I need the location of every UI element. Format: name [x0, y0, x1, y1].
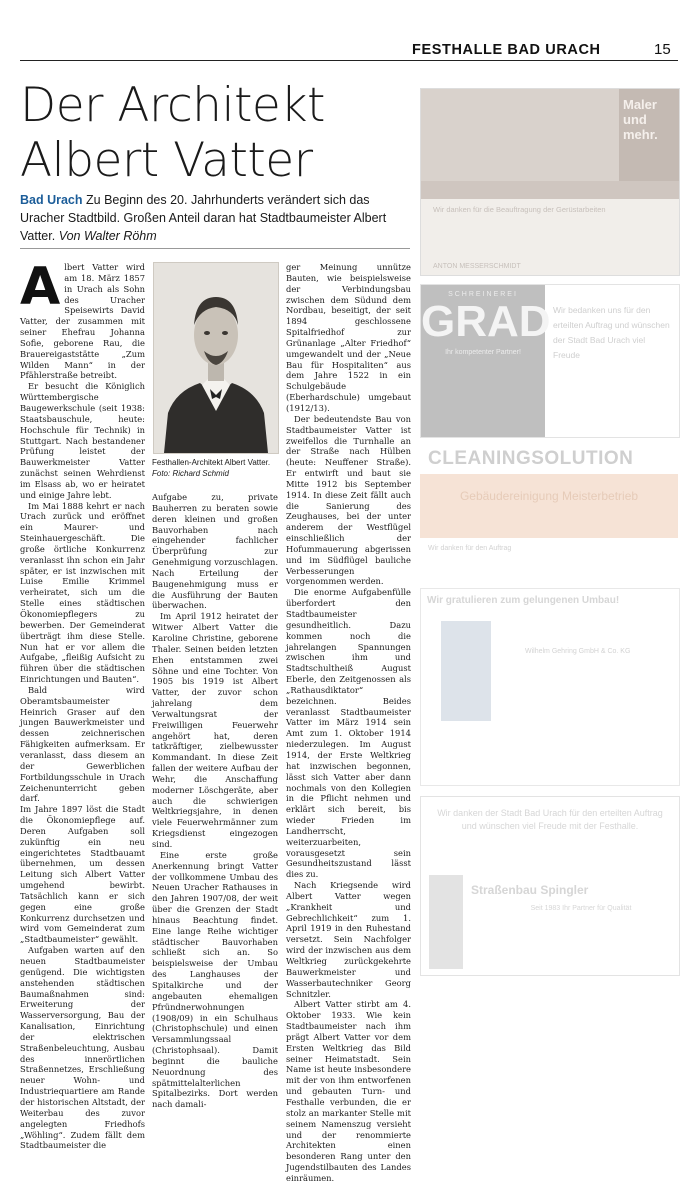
headline-line-2: Albert Vatter — [20, 133, 313, 188]
paragraph: Im April 1912 heiratet der Witwer Albert Vatter die Karoline Christine, geborene Thaler. Seinen beiden letzten Ehen entstammen zwei Söhne und eine Tochter. Von 1905 bis 1919 ist Albert Vatter, der zuvor schon jahrelang dem Verwaltungsrat der Freiwilligen Feuerwehr angehört hat, deren tatkräftiger, zielbewusster Kommandant. In diese Zeit fallen der weitere Aufbau der Wehr, die Anschaffung moderner Löschgeräte, aber auch die schwierigen Weltkriegsjahre, in denen viele Feuerwehrmänner zum Kriegsdienst eingezogen sind. — [152, 611, 278, 849]
ad-maler-strip — [421, 181, 679, 199]
headline-line-1: Der Architekt — [20, 78, 325, 133]
top-rule — [20, 60, 678, 61]
ad-glueckwunsch-logo — [441, 621, 491, 721]
ad-cleaning-solution — [420, 444, 678, 584]
ad-schreinerei-grad — [420, 284, 680, 438]
drop-cap: A — [20, 257, 61, 317]
paragraph: Eine erste große Anerkennung bringt Vatter der vollkommene Umbau des Neuen Uracher Rathauses in den Jahren 1907/08, der weit über die Grenzen der Stadt hinaus Beachtung findet. Eine lange Reihe wichtiger städtischer Bauvorhaben schließt sich an. So beispielsweise der Umbau des Langhauses der Spitalkirche und der angebauten ehemaligen Pfründnerwohnungen (1908/09) in ein Schulhaus (Christophschule) und einen Versammlungssaal (Christophsaal). Damit beginnt die bauliche Neuordnung des spätmittelalterlichen Spitalbezirks. Dort werden nach damali- — [152, 849, 278, 1110]
portrait-photo — [153, 262, 279, 454]
article-column-3 — [286, 262, 411, 1184]
paragraph: Aufgaben warten auf den neuen Stadtbaumeister genügend. Die wichtigsten anstehenden städtischen Baumaßnahmen sind: Erweiterung der Wasserversorgung, Bau der Kanalisation, Einrichtung der elektrischen Straßenbeleuchtung, Ausbau des innerörtlichen Straßennetzes, Erschließung neuer Wohn- und Industriequartiere am Rande der historischen Altstadt, der Weiterbau des zuvor angelegten Friedhofs „Wöhling“. Zudem fällt dem Stadtbaumeister die — [20, 945, 145, 1151]
paragraph — [20, 257, 145, 381]
ad-grad-name: GRAD — [421, 297, 551, 346]
paragraph: Albert Vatter stirbt am 4. Oktober 1933. Wie kein Stadtbaumeister nach ihm prägt Albert Vatter vor dem Ersten Weltkrieg das Bild seiner Heimatstadt. Sein Name ist heute insbesondere mit der von ihm entworfenen und gebauten Turn- und Festhalle verbunden, die er stolz an markanter Stelle mit seinem Namenszug versieht und der renommierte Architekten einen besonderen Rang unter den Jugendstilbauten des Landes einräumen. — [286, 999, 411, 1183]
paragraph: Aufgabe zu, private Bauherren zu beraten sowie deren kleinen und großen Bauvorhaben nach eingehender fachlicher Überprüfung zur Genehmigung vorzuschlagen. Nach Erteilung der Baugenehmigung muss er die Ausführung der Bauten überwachen. — [152, 492, 278, 611]
lead-paragraph — [20, 191, 412, 245]
ad-cleaning-info: Wir danken für den Auftrag — [428, 545, 512, 552]
ad-cleaning-band: Gebäudereinigung Meisterbetrieb — [420, 474, 678, 538]
kicker: Bad Urach — [20, 193, 83, 207]
ad-glueckwunsch — [420, 588, 680, 786]
ad-grad-message: Wir bedanken uns für den erteilten Auftrag und wünschen der Stadt Bad Urach viel Freude — [553, 305, 670, 360]
ad-grad-logo — [421, 285, 551, 437]
section-title: FESTHALLE BAD URACH — [412, 42, 601, 58]
ad-cleaning-logo: CLEANINGSOLUTION — [428, 448, 634, 469]
author-byline: Von Walter Röhm — [58, 229, 157, 243]
ad-maler-image — [421, 89, 619, 181]
ad-glueckwunsch-text: Wilhelm Gehring GmbH & Co. KG — [525, 648, 631, 655]
ad-maler-title: Maler und mehr. — [619, 89, 679, 181]
paragraph: ger Meinung unnütze Bauten, wie beispielsweise der Verbindungsbau zwischen dem Südund dem Nordbau, beseitigt, der seit 1894 geschlossene Spitalfriedhof zur Grünanlage „Alter Friedhof“ umgewandelt und der „Neue Bau für Hospitaliten“ aus dem Jahre 1522 in ein Schulgebäude (Eberhardschule) umgebaut (1912/13). — [286, 262, 411, 413]
ad-maler-text: Wir danken für die Beauftragung der Gerüstarbeiten — [433, 205, 606, 214]
advertisement-column — [420, 88, 678, 968]
caption-text: Festhallen-Architekt Albert Vatter. — [152, 458, 271, 467]
ad-spingler-text: Wir danken der Stadt Bad Urach für den erteilten Auftrag und wünschen viel Freude mit der Festhalle. — [437, 808, 663, 831]
paragraph: Nach Kriegsende wird Albert Vatter wegen „Krankheit und Gebrechlichkeit“ zum 1. April 1919 in den Ruhestand versetzt. Sein Nachfolger wird der inzwischen aus dem Weltkrieg zurückgekehrte Bauwerkmeister und Wasserbautechniker Georg Schnitzler. — [286, 880, 411, 999]
ad-strassenbau-spingler — [420, 796, 680, 976]
article-column-2 — [152, 492, 278, 1110]
ad-grad-tagline: Ihr kompetenter Partner! — [445, 349, 521, 356]
ad-glueckwunsch-heading: Wir gratulieren zum gelungenen Umbau! — [427, 595, 620, 606]
ad-grad-label: SCHREINEREI — [448, 291, 518, 298]
ad-spingler-logo — [429, 875, 463, 969]
ad-spingler-address: Seit 1983 Ihr Partner für Qualität — [530, 905, 632, 912]
paragraph: Bald wird Oberamtsbaumeister Heinrich Graser auf den jungen Bauwerkmeister und dessen zeichnerischen Fähigkeiten aufmerksam. Er veranlasst, dass diesem an der Gewerblichen Fortbildungsschule in Urach Zeichenunterricht geben darf. — [20, 684, 145, 804]
photo-credit: Foto: Richard Schmid — [152, 469, 229, 478]
paragraph: Im Jahre 1897 löst die Stadt die Ökonomiepflege auf. Deren Aufgaben soll zukünftig ein neu eingerichtetes Stadtbauamt übernehmen, um dessen Leitung sich Albert Vatter umgehend bewirbt. Tatsächlich kann er sich gegen eine große Konkurrenz durchsetzen und wird vom Gemeinderat zum „Stadtbaumeister“ gewählt. — [20, 804, 145, 945]
paragraph: Der bedeutendste Bau von Stadtbaumeister Vatter ist zweifellos die Turnhalle an der Straße nach Hülben (heute: Neuffener Straße). Er entwirft und baut sie Mitte 1912 bis September 1914. In diese Zeit fällt auch die Sanierung des Zeughauses, bei der unter anderem der Westflügel einschließlich der Hofummauerung abgerissen und im Südflügel bauliche Verbesserungen vorgenommen werden. — [286, 413, 411, 587]
ad-maler-footer: ANTON MESSERSCHMIDT — [433, 263, 521, 270]
lead-rule — [20, 248, 410, 249]
paragraph: Er besucht die Königlich Württembergische Baugewerkschule (seit 1938: Staatsbauschule, heute: Hochschule für Technik) in Stuttgart. Nach bestandener Prüfung leistet der Bauwerkmeister Vatter zunächst seinen Wehrdienst im Elsass ab, wo er heiratet und einige Jahre lebt. — [20, 381, 145, 500]
ad-spingler-name: Straßenbau Spingler — [471, 883, 589, 897]
portrait-illustration — [154, 263, 278, 453]
photo-caption — [152, 457, 280, 479]
paragraph-text: lbert Vatter wird am 18. März 1857 in Urach als Sohn des Uracher Speisewirts David Vatter, der zusammen mit seiner Ehefrau Johanna Sofie, geborene Rau, die Brauereigaststätte „Zum Wilden Mann“ in der Pfählerstraße betreibt. — [20, 262, 145, 381]
article-column-1 — [20, 257, 145, 1151]
page-number: 15 — [654, 41, 671, 58]
headline — [20, 78, 410, 188]
lead-text: Zu Beginn des 20. Jahrhunderts verändert sich das Uracher Stadtbild. Großen Anteil daran hat Stadtbaumeister Albert Vatter. — [20, 193, 387, 243]
ad-maler — [420, 88, 680, 276]
paragraph: Die enorme Aufgabenfülle überfordert den Stadtbaumeister gesundheitlich. Dazu kommen noch die jahrelangen Spannungen zwischen ihm und Stadtschultheiß August Eberle, den Zeitgenossen als „Rathausdiktator“ bezeichnen. Beides veranlasst Stadtbaumeister Vatter im März 1914 sein Amt zum 1. Oktober 1914 niederzulegen. Im August 1914, der Erste Weltkrieg hat inzwischen begonnen, lässt sich Vatter aber dann nochmals von den Kollegien in die Pflicht nehmen und erklärt sich bereit, bis wieder Frieden im Landherrscht, weiterzuarbeiten, vorausgesetzt sein Gesundheitszustand lässt dies zu. — [286, 587, 411, 880]
paragraph: Im Mai 1888 kehrt er nach Urach zurück und eröffnet ein Maurer- und Steinhauergeschäft. Die große örtliche Konkurrenz veranlasst ihn schon ein Jahr später, er ist inzwischen mit Luise Emilie Krimmel verheiratet, sich um die Stelle eines städtischen Ökonomiepflegers zu bewerben. Der Gemeinderat überträgt ihm diese Stelle. Nun hat er vor allem die Aufgabe, „fleißig Aufsicht zu führen über die städtischen Einrichtungen und Bauten“. — [20, 500, 145, 685]
